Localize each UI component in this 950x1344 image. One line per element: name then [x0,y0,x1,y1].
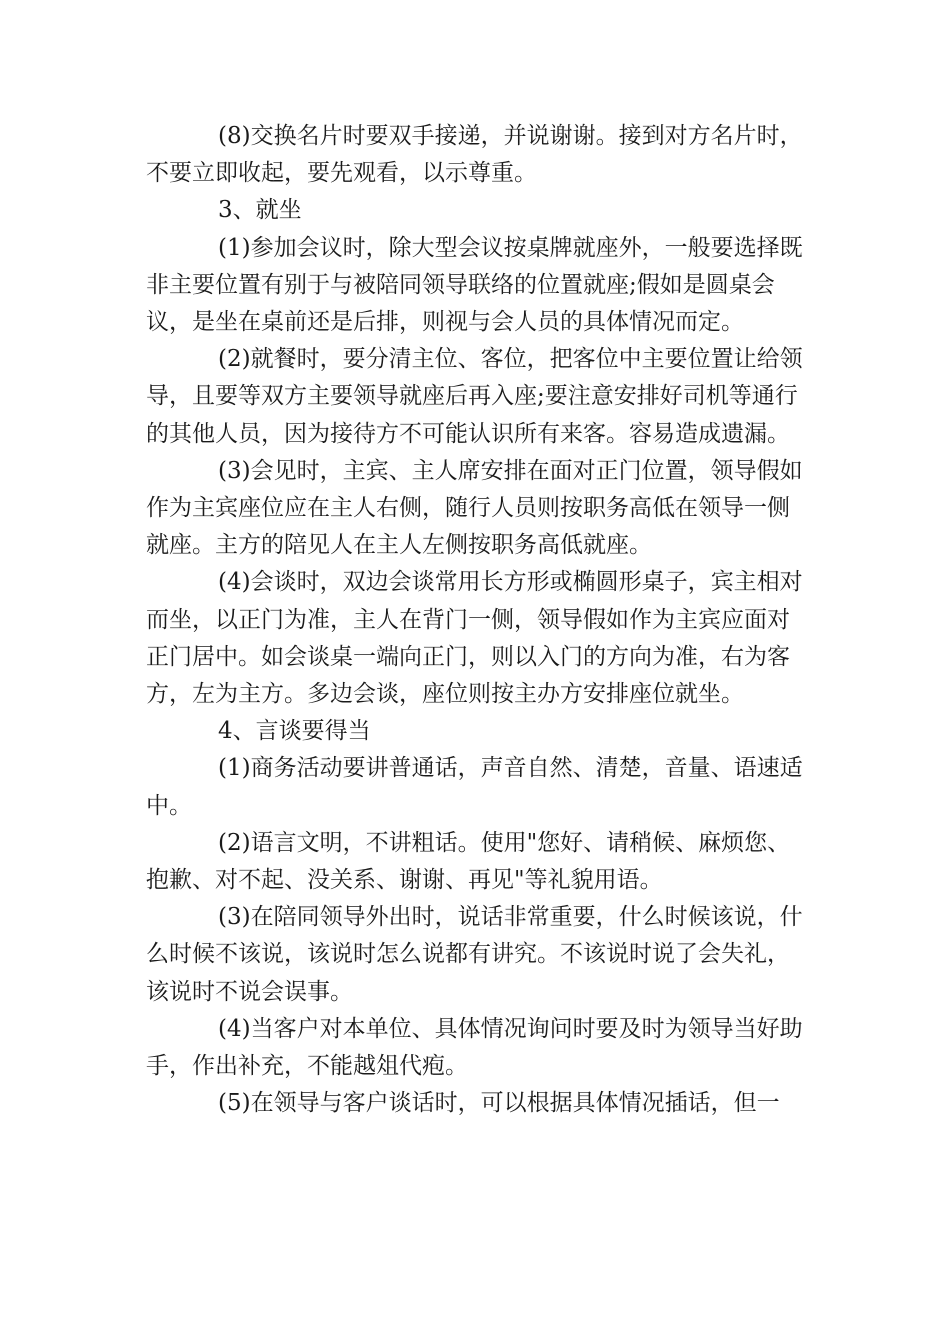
paragraph-item-8: (8)交换名片时要双手接递，并说谢谢。接到对方名片时，不要立即收起，要先观看，以示尊重。 [146,123,803,187]
paragraph-item-1: (1)参加会议时，除大型会议按桌牌就座外，一般要选择既非主要位置有别于与被陪同领导联络的位置就座;假如是圆桌会议，是坐在桌前还是后排，则视与会人员的具体情况而定。 [146,234,803,336]
paragraph-item-2: (2)语言文明，不讲粗话。使用"您好、请稍候、麻烦您、抱歉、对不起、没关系、谢谢、再见"等礼貌用语。 [146,829,791,894]
paragraph-item-1: (1)商务活动要讲普通话，声音自然、清楚，音量、语速适中。 [146,755,803,819]
section-heading-seating: 3、就坐 [218,197,302,224]
paragraph-item-3: (3)会见时，主宾、主人席安排在面对正门位置，领导假如作为主宾座位应在主人右侧，随行人员则按职务高低在领导一侧就座。主方的陪见人在主人左侧按职务高低就座。 [146,457,803,559]
section-heading-speech: 4、言谈要得当 [218,718,371,745]
document-body [146,118,806,1122]
paragraph-item-2: (2)就餐时，要分清主位、客位，把客位中主要位置让给领导，且要等双方主要领导就座后再入座;要注意安排好司机等通行的其他人员，因为接待方不可能认识所有来客。容易造成遗漏。 [146,346,803,447]
paragraph-item-4: (4)当客户对本单位、具体情况询问时要及时为领导当好助手，作出补充，不能越俎代疱。 [146,1015,803,1080]
paragraph-item-3: (3)在陪同领导外出时，说话非常重要，什么时候该说，什么时候不该说，该说时怎么说都有讲究。不该说时说了会失礼，该说时不说会误事。 [146,904,803,1005]
paragraph-item-4: (4)会谈时，双边会谈常用长方形或椭圆形桌子，宾主相对而坐，以正门为准，主人在背门一侧，领导假如作为主宾应面对正门居中。如会谈桌一端向正门，则以入门的方向为准，右为客方，左为主方。多边会谈，座位则按主办方安排座位就坐。 [146,569,803,708]
paragraph-item-5: (5)在领导与客户谈话时，可以根据具体情况插话，但一 [218,1090,780,1117]
